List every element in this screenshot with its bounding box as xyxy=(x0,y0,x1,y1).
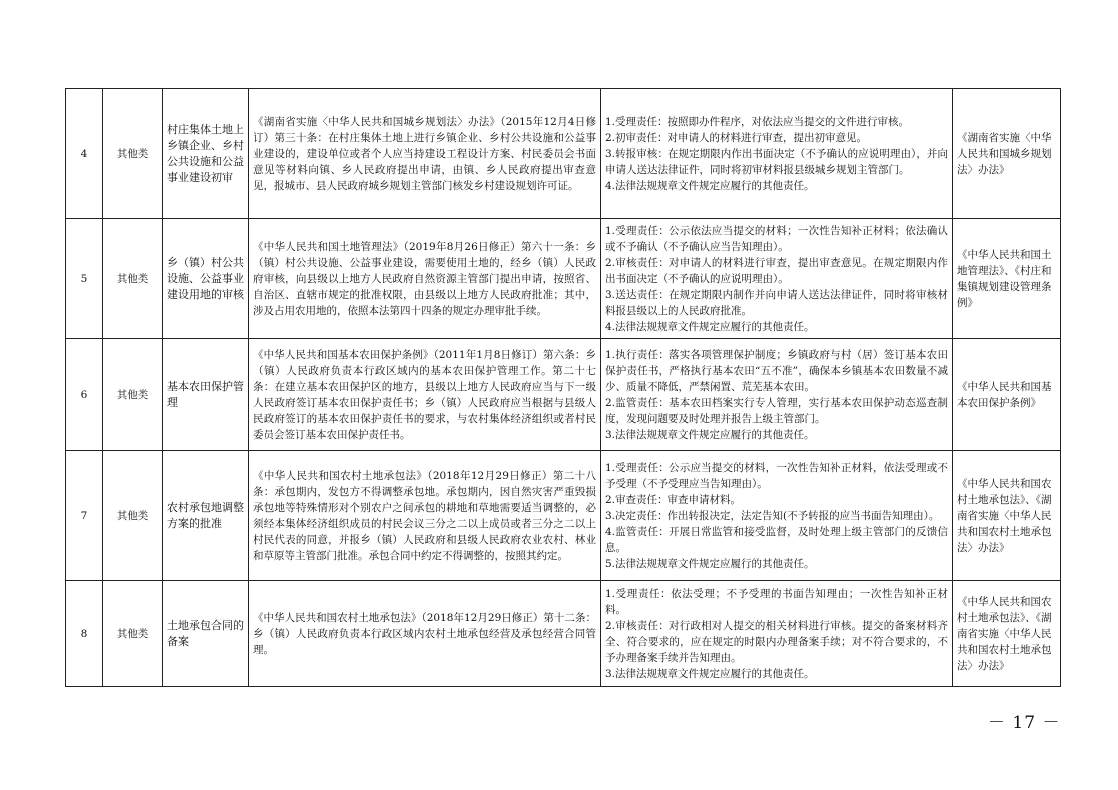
row-responsibilities xyxy=(601,451,953,581)
row-number: 8 xyxy=(66,581,103,687)
responsibility-item: 2.审核责任：对行政相对人提交的相关材料进行审核。提交的备案材料齐全、符合要求的，应在规定的时限内办理备案手续；对不符合要求的，不予办理备案手续并告知理由。 xyxy=(605,619,948,664)
responsibility-item: 1.执行责任：落实各项管理保护制度；乡镇政府与村（居）签订基本农田保护责任书，严格执行基本农田“五不准”，确保本乡镇基本农田数量不减少、质量不降低，严禁闲置、荒芜基本农田。 xyxy=(605,348,948,393)
table-row xyxy=(66,89,1061,219)
responsibility-item: 2.审核责任：对申请人的材料进行审查，提出审查意见。在规定期限内作出书面决定（不予确认的应说明理由）。 xyxy=(605,256,948,285)
table-row xyxy=(66,581,1061,687)
row-item-name: 村庄集体土地上乡镇企业、乡村公共设施和公益事业建设初审 xyxy=(163,89,249,219)
row-category: 其他类 xyxy=(103,339,163,451)
responsibility-item: 3.决定责任：作出转报决定，法定告知(不予转报的应当书面告知理由）。 xyxy=(605,509,940,522)
responsibility-item: 1.受理责任：公示依法应当提交的材料；一次性告知补正材料；依法确认或不予确认（不予确认应当告知理由）。 xyxy=(605,224,948,253)
row-category: 其他类 xyxy=(103,451,163,581)
responsibility-table xyxy=(65,88,1061,687)
row-legal-basis: 《中华人民共和国农村土地承包法》（2018年12月29日修正）第十二条：乡（镇）人民政府负责本行政区域内农村土地承包经营及承包经营合同管理。 xyxy=(249,581,601,687)
row-responsibilities xyxy=(601,89,953,219)
row-number: 5 xyxy=(66,219,103,339)
row-legal-basis: 《中华人民共和国基本农田保护条例》（2011年1月8日修订）第六条：乡（镇）人民政府负责本行政区域内的基本农田保护管理工作。第二十七条：在建立基本农田保护区的地方，县级以上地方人民政府应当与下一级人民政府签订基本农田保护责任书；乡（镇）人民政府应当根据与县级人民政府签订的基本农田保护责任书的要求，与农村集体经济组织或者村民委员会签订基本农田保护责任书。 xyxy=(249,339,601,451)
responsibility-item: 2.监管责任：基本农田档案实行专人管理，实行基本农田保护动态巡查制度，发现问题要及时处理并报告上级主管部门。 xyxy=(605,396,948,425)
row-category: 其他类 xyxy=(103,581,163,687)
page-number: － 17 － xyxy=(988,713,1061,733)
row-legal-basis: 《中华人民共和国土地管理法》（2019年8月26日修正）第六十一条：乡（镇）村公共设施、公益事业建设，需要使用土地的，经乡（镇）人民政府审核，向县级以上地方人民政府自然资源主管部门提出申请，按照省、自治区、直辖市规定的批准权限，由县级以上地方人民政府批准；其中，涉及占用农用地的，依照本法第四十四条的规定办理审批手续。 xyxy=(249,219,601,339)
row-responsibilities xyxy=(601,339,953,451)
table-row xyxy=(66,219,1061,339)
responsibility-item: 3.法律法规规章文件规定应履行的其他责任。 xyxy=(605,428,815,441)
row-number: 7 xyxy=(66,451,103,581)
responsibility-item: 2.初审责任：对申请人的材料进行审查，提出初审意见。 xyxy=(605,131,868,144)
row-category: 其他类 xyxy=(103,219,163,339)
row-item-name: 基本农田保护管理 xyxy=(163,339,249,451)
responsibility-item: 3.转报审核：在规定期限内作出书面决定（不予确认的应说明理由），并向申请人送达法律证件，同时将初审材料报县级城乡规划主管部门。 xyxy=(605,147,948,176)
responsibility-item: 1.受理责任：依法受理；不予受理的书面告知理由；一次性告知补正材料。 xyxy=(605,587,948,616)
row-item-name: 乡（镇）村公共设施、公益事业建设用地的审核 xyxy=(163,219,249,339)
row-category: 其他类 xyxy=(103,89,163,219)
responsibility-item: 3.法律法规规章文件规定应履行的其他责任。 xyxy=(605,667,815,680)
row-legal-basis: 《中华人民共和国农村土地承包法》（2018年12月29日修正）第二十八条：承包期内，发包方不得调整承包地。承包期内，因自然灾害严重毁损承包地等特殊情形对个别农户之间承包的耕地和草地需要适当调整的，必须经本集体经济组织成员的村民会议三分之二以上成员或者三分之二以上村民代表的同意，并报乡（镇）人民政府和县级人民政府农业农村、林业和草原等主管部门批准。承包合同中约定不得调整的，按照其约定。 xyxy=(249,451,601,581)
responsibility-item: 4.监管责任：开展日常监管和接受监督，及时处理上级主管部门的反馈信息。 xyxy=(605,525,948,554)
row-responsibilities xyxy=(601,581,953,687)
row-remark: 《中华人民共和国农村土地承包法》、《湖南省实施〈中华人民共和国农村土地承包法〉办法》 xyxy=(953,451,1061,581)
row-remark: 《中华人民共和国基本农田保护条例》 xyxy=(953,339,1061,451)
row-remark: 《湖南省实施〈中华人民共和国城乡规划法〉办法》 xyxy=(953,89,1061,219)
responsibility-item: 5.法律法规规章文件规定应履行的其他责任。 xyxy=(605,557,815,570)
table-body xyxy=(66,89,1061,687)
responsibility-item: 4.法律法规规章文件规定应履行的其他责任。 xyxy=(605,320,815,333)
responsibility-item: 2.审查责任：审查申请材料。 xyxy=(605,493,742,506)
row-responsibilities xyxy=(601,219,953,339)
row-item-name: 农村承包地调整方案的批准 xyxy=(163,451,249,581)
row-item-name: 土地承包合同的备案 xyxy=(163,581,249,687)
row-remark: 《中华人民共和国土地管理法》、《村庄和集镇规划建设管理条例》 xyxy=(953,219,1061,339)
row-remark: 《中华人民共和国农村土地承包法》、《湖南省实施〈中华人民共和国农村土地承包法〉办法》 xyxy=(953,581,1061,687)
row-number: 4 xyxy=(66,89,103,219)
row-legal-basis: 《湖南省实施〈中华人民共和国城乡规划法〉办法》（2015年12月4日修订）第三十条：在村庄集体土地上进行乡镇企业、乡村公共设施和公益事业建设的，建设单位或者个人应当持建设工程设计方案、村民委员会书面意见等材料向镇、乡人民政府提出申请，由镇、乡人民政府提出审查意见，报城市、县人民政府城乡规划主管部门核发乡村建设规划许可证。 xyxy=(249,89,601,219)
responsibility-item: 3.送达责任：在规定期限内制作并向申请人送达法律证件，同时将审核材料报县级以上的人民政府批准。 xyxy=(605,288,948,317)
table-row xyxy=(66,339,1061,451)
responsibility-item: 4.法律法规规章文件规定应履行的其他责任。 xyxy=(605,179,815,192)
table-row xyxy=(66,451,1061,581)
responsibility-item: 1.受理责任：公示应当提交的材料，一次性告知补正材料，依法受理或不予受理（不予受理应当告知理由）。 xyxy=(605,461,948,490)
row-number: 6 xyxy=(66,339,103,451)
responsibility-item: 1.受理责任：按照即办件程序，对依法应当提交的文件进行审核。 xyxy=(605,115,910,128)
